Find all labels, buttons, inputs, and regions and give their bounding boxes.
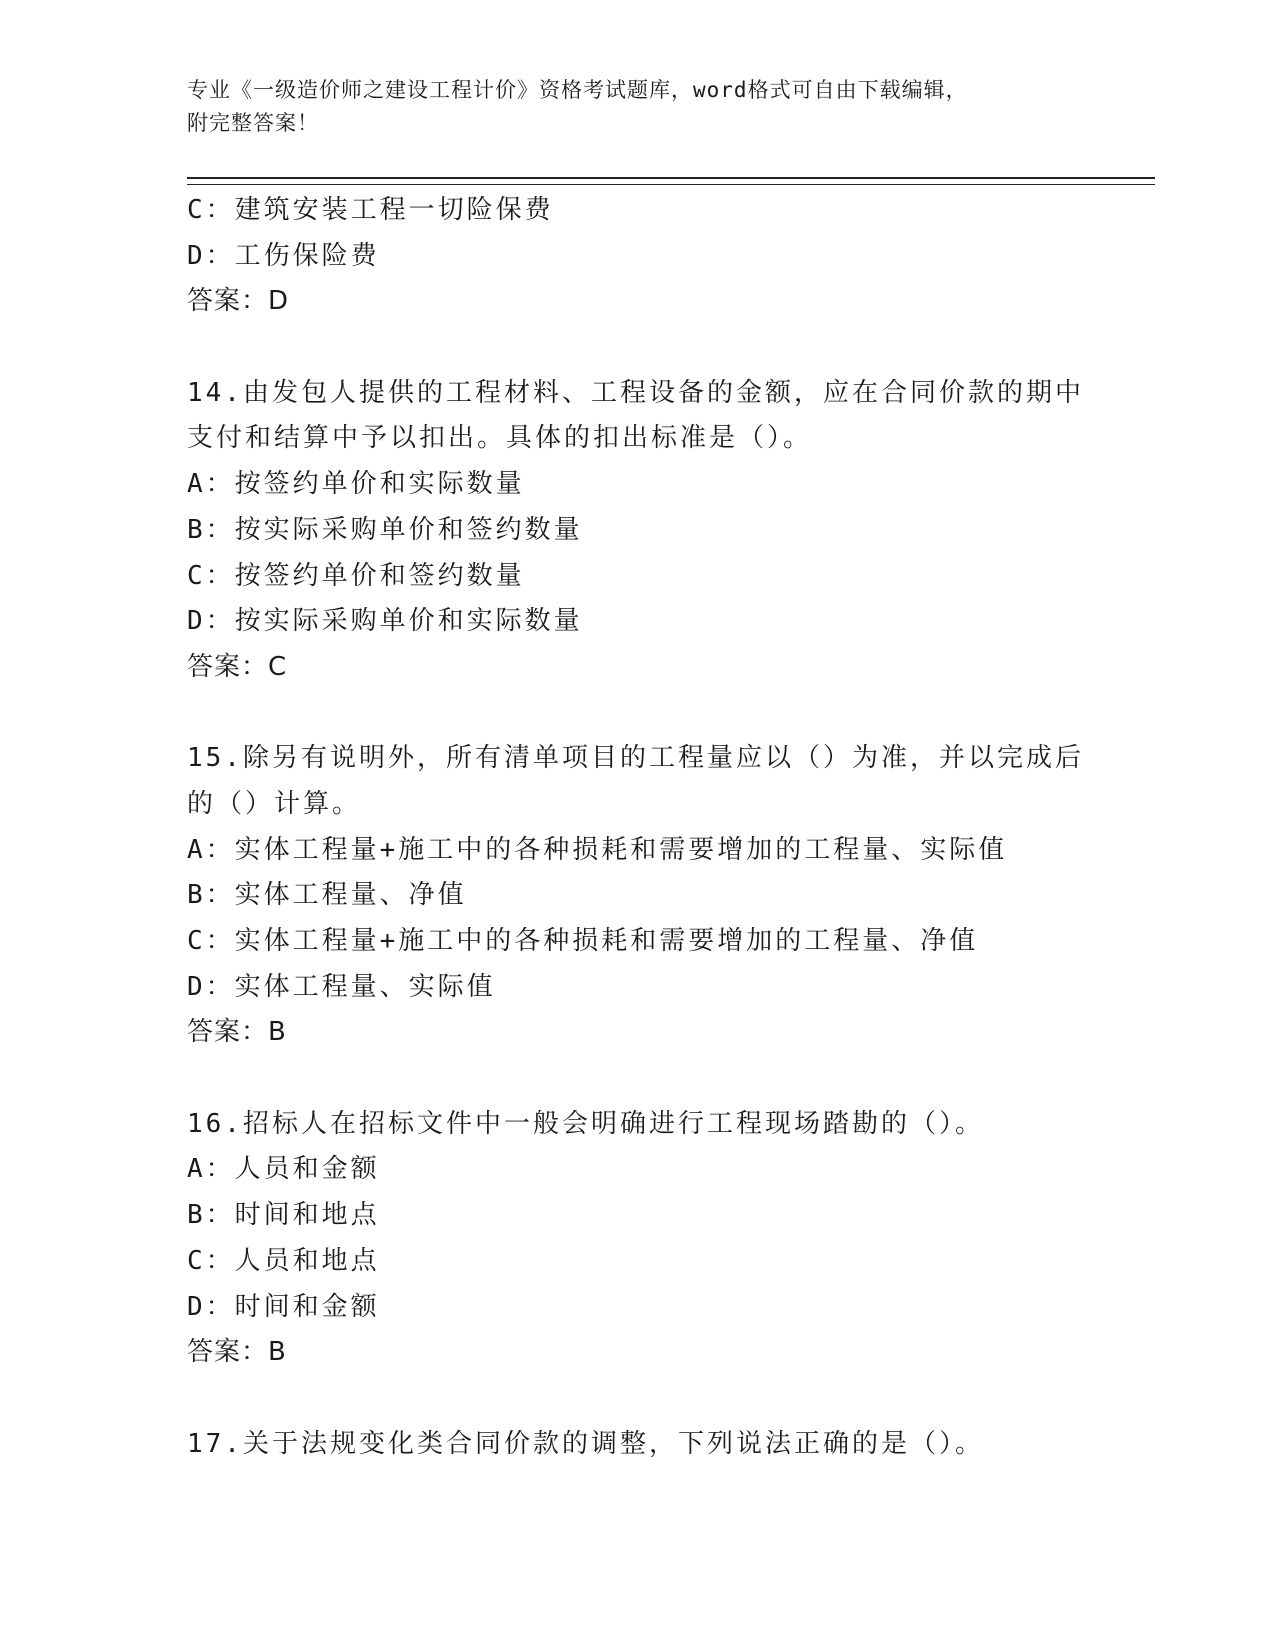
question-17 <box>187 1422 1155 1468</box>
answer: 答案：C <box>187 651 288 682</box>
header-line-1: 专业《一级造价师之建设工程计价》资格考试题库，word格式可自由下载编辑， <box>187 78 968 102</box>
answer: 答案：D <box>187 286 290 317</box>
option-d: D：实体工程量、实际值 <box>187 971 496 1002</box>
spacer <box>187 1056 1155 1102</box>
option-a: A：按签约单价和实际数量 <box>187 469 525 500</box>
option-a: A：人员和金额 <box>187 1154 380 1185</box>
question-stem-continued: 的（）计算。 <box>187 788 362 819</box>
option-d: D：时间和金额 <box>187 1291 380 1322</box>
question-13 <box>187 188 1155 325</box>
question-stem: 16.招标人在招标文件中一般会明确进行工程现场踏勘的（）。 <box>187 1108 984 1139</box>
option-c: C：实体工程量+施工中的各种损耗和需要增加的工程量、净值 <box>187 926 979 956</box>
option-d: D：按实际采购单价和实际数量 <box>187 606 583 637</box>
header-divider <box>187 177 1155 185</box>
option-c: C：人员和地点 <box>187 1245 380 1276</box>
option-b: B：按实际采购单价和签约数量 <box>187 514 583 545</box>
question-16 <box>187 1102 1155 1376</box>
question-stem: 15.除另有说明外，所有清单项目的工程量应以（）为准，并以完成后 <box>187 743 1084 774</box>
answer: 答案：B <box>187 1017 287 1048</box>
spacer <box>187 691 1155 737</box>
option-c: C：建筑安装工程一切险保费 <box>187 195 554 225</box>
option-c: C：按签约单价和签约数量 <box>187 560 525 591</box>
option-d: D：工伤保险费 <box>187 240 380 271</box>
spacer <box>187 1376 1155 1422</box>
option-b: B：时间和地点 <box>187 1200 380 1231</box>
answer: 答案：B <box>187 1337 287 1368</box>
header-line-2: 附完整答案！ <box>187 111 319 135</box>
question-stem-continued: 支付和结算中予以扣出。具体的扣出标准是（）。 <box>187 423 813 454</box>
option-b: B：实体工程量、净值 <box>187 880 467 911</box>
page-header <box>187 74 1087 140</box>
question-stem: 17.关于法规变化类合同价款的调整，下列说法正确的是（）。 <box>187 1428 984 1459</box>
option-a: A：实体工程量+施工中的各种损耗和需要增加的工程量、实际值 <box>187 834 1008 865</box>
question-14 <box>187 371 1155 691</box>
question-stem: 14.由发包人提供的工程材料、工程设备的金额，应在合同价款的期中 <box>187 377 1084 408</box>
spacer <box>187 325 1155 371</box>
document-body <box>187 188 1155 1467</box>
question-15 <box>187 736 1155 1056</box>
